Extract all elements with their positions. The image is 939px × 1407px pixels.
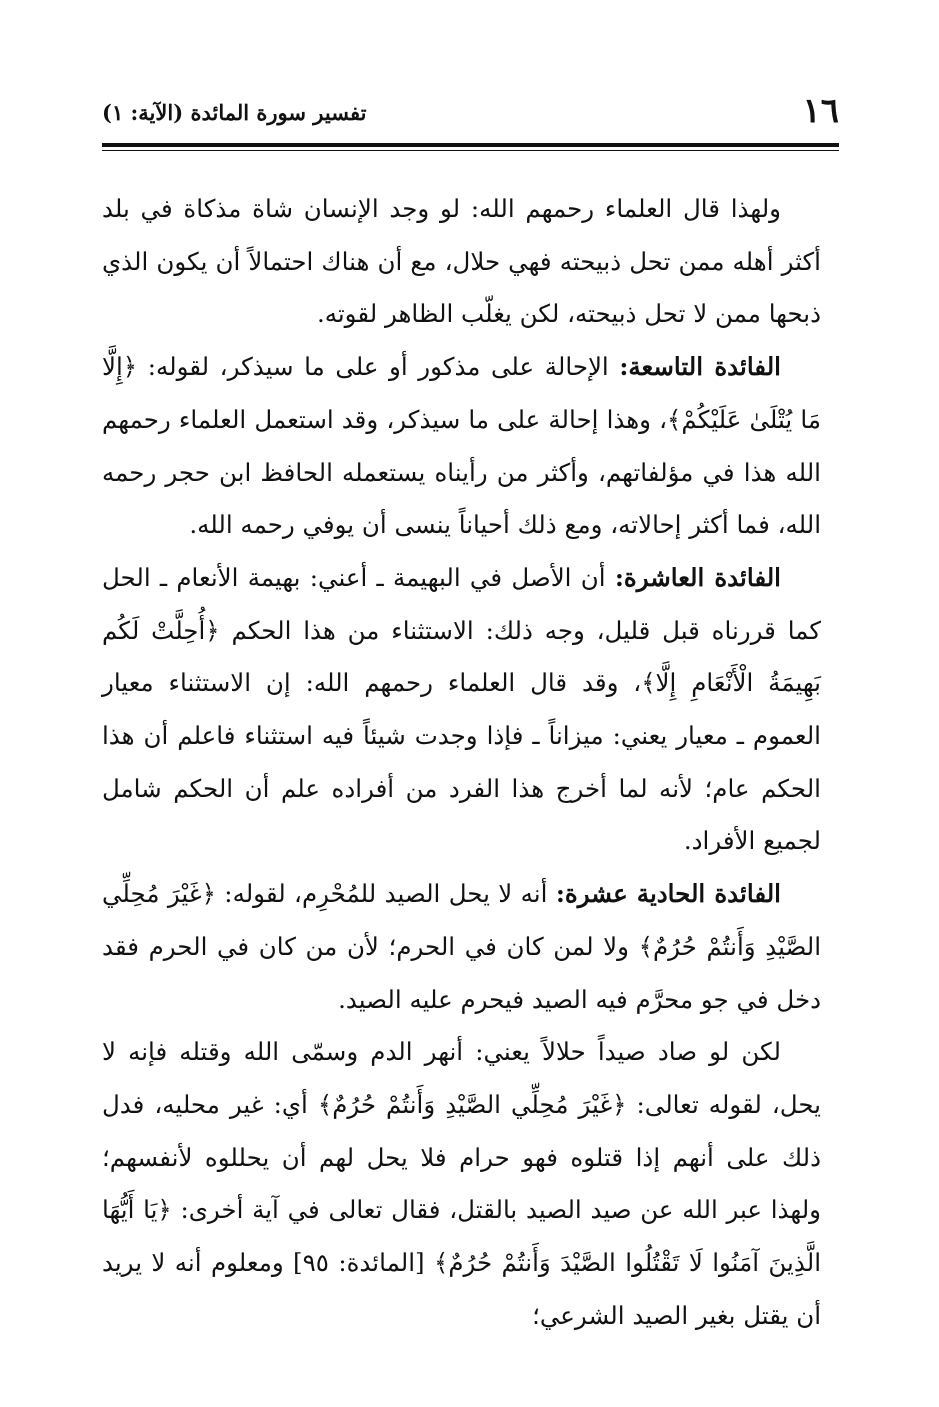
running-title: تفسير سورة المائدة (الآية: ١) [102, 100, 367, 125]
paragraph [102, 341, 821, 552]
paragraph [102, 1026, 821, 1342]
paragraph-text: أن الأصل في البهيمة ـ أعني: بهيمة الأنعام ـ الحل كما قررناه قبل قليل، وجه ذلك: الاستثناء من هذا الحكم ﴿أُحِلَّتْ لَكُم بَهِيمَةُ الْأَنْعَامِ إِلَّا﴾، وقد قال العلماء رحمهم الله: إن الاستثناء معيار العموم ـ معيار يعني: ميزاناً ـ فإذا وجدت شيئاً فيه استثناء فاعلم أن هذا الحكم عام؛ لأنه لما أخرج هذا الفرد من أفراده علم أن الحكم شامل لجميع الأفراد. [102, 562, 821, 856]
header-rule-thin [102, 150, 839, 151]
paragraph [102, 183, 821, 341]
header-rule-thick [102, 143, 839, 147]
section-heading: الفائدة التاسعة: [619, 352, 781, 382]
paragraph-text: لكن لو صاد صيداً حلالاً يعني: أنهر الدم وسمّى الله وقتله فإنه لا يحل، لقوله تعالى: ﴿غَيْرَ مُحِلِّي الصَّيْدِ وَأَنتُمْ حُرُمٌ﴾ أي: غير محليه، فدل ذلك على أنهم إذا قتلوه فهو حرام فلا يحل لهم أن يحللوه لأنفسهم؛ ولهذا عبر الله عن صيد الصيد بالقتل، فقال تعالى في آية أخرى: ﴿يَا أَيُّهَا الَّذِينَ آمَنُوا لَا تَقْتُلُوا الصَّيْدَ وَأَنتُمْ حُرُمٌ﴾ [المائدة: ٩٥] ومعلوم أنه لا يريد أن يقتل بغير الصيد الشرعي؛ [102, 1037, 821, 1330]
paragraph [102, 552, 821, 868]
paragraph [102, 868, 821, 1026]
paragraph-text: ولهذا قال العلماء رحمهم الله: لو وجد الإنسان شاة مذكاة في بلد أكثر أهله ممن تحل ذبيحته فهي حلال، مع أن هناك احتمالاً أن يكون الذي ذبحها ممن لا تحل ذبيحته، لكن يغلّب الظاهر لقوته. [102, 194, 821, 329]
section-heading: الفائدة العاشرة: [614, 562, 781, 592]
paragraph-text: أنه لا يحل الصيد للمُحْرِم، لقوله: ﴿غَيْرَ مُحِلِّي الصَّيْدِ وَأَنتُمْ حُرُمٌ﴾ ولا لمن كان في الحرم؛ لأن من كان في الحرم فقد دخل في جو محرَّم فيه الصيد فيحرم عليه الصيد. [102, 879, 821, 1014]
page-number: ١٦ [802, 91, 839, 131]
section-heading: الفائدة الحادية عشرة: [555, 879, 781, 909]
page-header [102, 91, 839, 136]
body-text [102, 183, 821, 1342]
paragraph-text: الإحالة على مذكور أو على ما سيذكر، لقوله: ﴿إِلَّا مَا يُتْلَىٰ عَلَيْكُمْ﴾، وهذا إحالة على ما سيذكر، وقد استعمل العلماء رحمهم الله هذا في مؤلفاتهم، وأكثر من رأيناه يستعمله الحافظ ابن حجر رحمه الله، فما أكثر إحالاته، ومع ذلك أحياناً ينسى أن يوفي رحمه الله. [102, 352, 821, 540]
